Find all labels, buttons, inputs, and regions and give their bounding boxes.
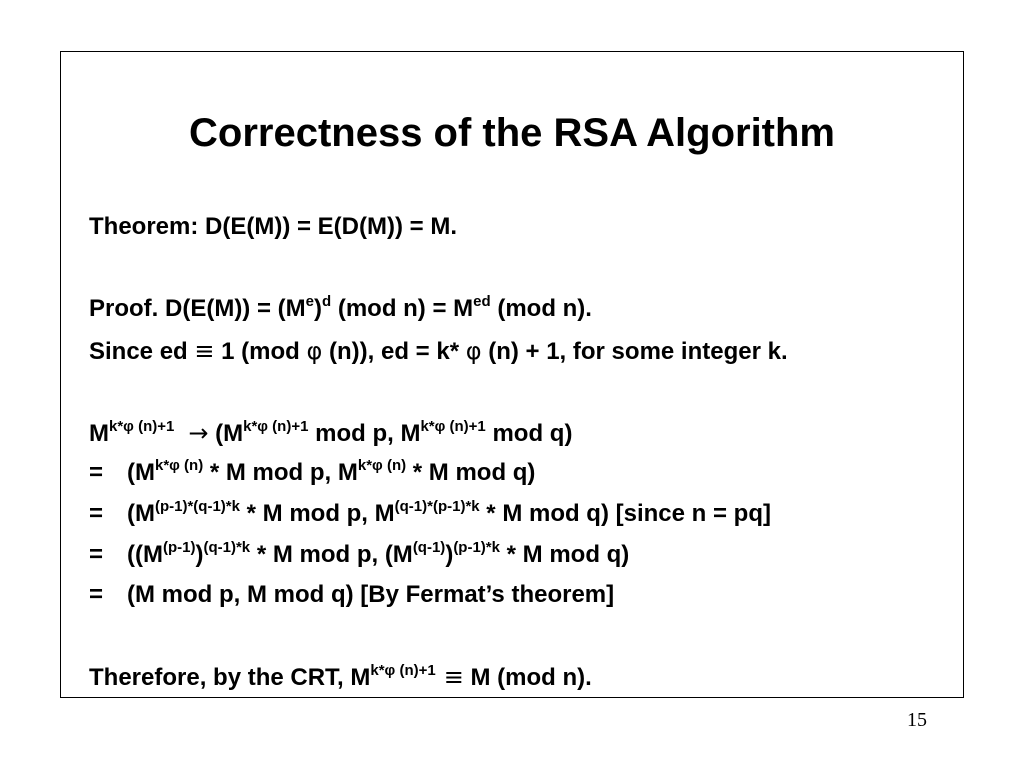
since-text: (n)), ed = k* bbox=[322, 338, 466, 365]
since-text: 1 (mod bbox=[214, 338, 307, 365]
derivation-text: (M mod p, M mod q) [By Fermat’s theorem] bbox=[127, 581, 615, 608]
equals-sign: = bbox=[89, 541, 104, 568]
exponent: k*φ (n)+1 bbox=[243, 418, 309, 435]
phi-symbol: φ bbox=[306, 337, 323, 365]
exponent: k*φ (n)+1 bbox=[109, 418, 175, 435]
derivation-text: ) bbox=[445, 541, 454, 568]
proof-text: (mod n) = M bbox=[331, 295, 474, 322]
exponent: e bbox=[305, 293, 314, 310]
proof-line bbox=[89, 294, 592, 324]
conclusion-line bbox=[89, 662, 592, 693]
since-line bbox=[89, 336, 788, 367]
since-text: Since ed bbox=[89, 338, 195, 365]
slide-title: Correctness of the RSA Algorithm bbox=[189, 111, 835, 155]
exponent: (p-1)*k bbox=[453, 539, 500, 556]
equals-sign: = bbox=[89, 581, 104, 608]
phi-symbol: φ bbox=[465, 337, 482, 365]
derivation-text: (M bbox=[127, 459, 155, 486]
since-text: (n) + 1, for some integer k. bbox=[481, 338, 788, 365]
exponent: d bbox=[321, 293, 332, 310]
derivation-text: * M mod p, (M bbox=[250, 541, 413, 568]
derivation-text: ) bbox=[195, 541, 204, 568]
derivation-line-2 bbox=[89, 458, 535, 488]
conclusion-text: Therefore, by the CRT, M bbox=[89, 664, 371, 691]
derivation-text: M bbox=[89, 420, 109, 447]
exponent: (q-1)*(p-1)*k bbox=[394, 498, 480, 515]
derivation-text: ((M bbox=[127, 541, 163, 568]
derivation-text: (M bbox=[208, 420, 244, 447]
derivation-line-5 bbox=[89, 580, 614, 610]
proof-text: (mod n). bbox=[490, 295, 592, 322]
exponent: k*φ (n) bbox=[154, 457, 204, 474]
exponent: k*φ (n)+1 bbox=[420, 418, 486, 435]
derivation-text: * M mod p, M bbox=[239, 500, 395, 527]
derivation-text: mod p, M bbox=[308, 420, 421, 447]
exponent: (p-1)*(q-1)*k bbox=[154, 498, 240, 515]
derivation-text: * M mod q) [since n = pq] bbox=[479, 500, 771, 527]
derivation-text: mod q) bbox=[485, 420, 573, 447]
exponent: (p-1) bbox=[162, 539, 196, 556]
theorem-statement: Theorem: D(E(M)) = E(D(M)) = M. bbox=[89, 213, 457, 240]
equals-sign: = bbox=[89, 500, 104, 527]
derivation-line-4 bbox=[89, 540, 629, 570]
arrow-symbol: → bbox=[188, 419, 209, 447]
derivation-text: * M mod q) bbox=[499, 541, 630, 568]
derivation-text: * M mod p, M bbox=[203, 459, 358, 486]
exponent: ed bbox=[473, 293, 491, 310]
exponent: k*φ (n) bbox=[357, 457, 407, 474]
equiv-symbol: ≡ bbox=[194, 337, 215, 365]
conclusion-text: M (mod n). bbox=[463, 664, 592, 691]
derivation-text: (M bbox=[127, 500, 155, 527]
page-number: 15 bbox=[907, 709, 927, 731]
equiv-symbol: ≡ bbox=[443, 663, 464, 691]
derivation-line-3 bbox=[89, 499, 771, 529]
proof-text: ) bbox=[313, 295, 322, 322]
equals-sign: = bbox=[89, 459, 104, 486]
derivation-line-1 bbox=[89, 418, 572, 449]
exponent: k*φ (n)+1 bbox=[370, 662, 436, 679]
exponent: (q-1) bbox=[412, 539, 446, 556]
exponent: (q-1)*k bbox=[203, 539, 251, 556]
proof-text: Proof. D(E(M)) = (M bbox=[89, 295, 306, 322]
derivation-text: * M mod q) bbox=[406, 459, 536, 486]
